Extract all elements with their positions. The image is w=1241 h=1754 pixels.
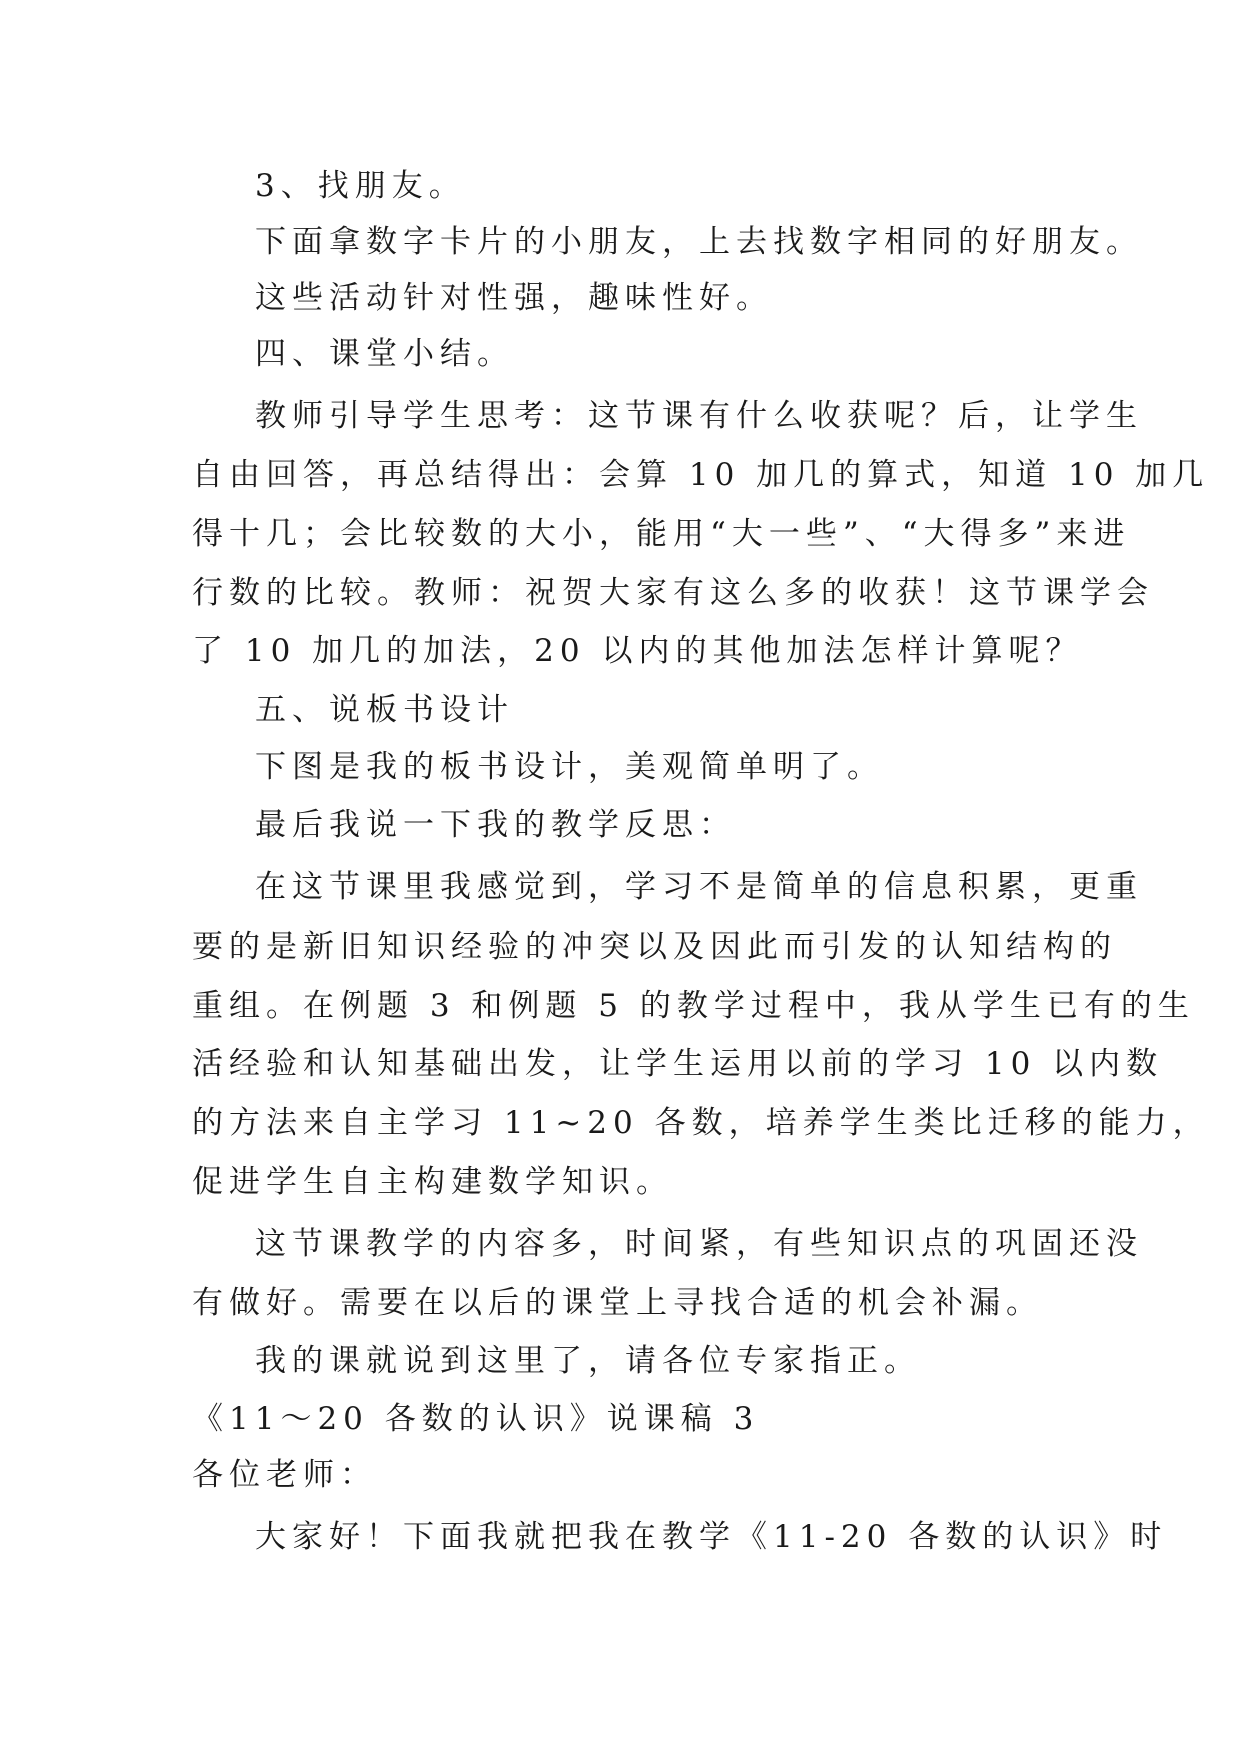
paragraph-line: 大家好！下面我就把我在教学《11-20 各数的认识》时	[255, 1519, 1168, 1555]
paragraph-line: 有做好。需要在以后的课堂上寻找合适的机会补漏。	[192, 1285, 1043, 1321]
paragraph-line: 要的是新旧知识经验的冲突以及因此而引发的认知结构的	[192, 929, 1117, 965]
paragraph-line: 这些活动针对性强，趣味性好。	[255, 280, 773, 316]
paragraph-line: 下图是我的板书设计，美观简单明了。	[255, 749, 884, 785]
paragraph-line: 行数的比较。教师：祝贺大家有这么多的收获！这节课学会	[192, 575, 1154, 611]
document-title: 《11～20 各数的认识》说课稿 3	[192, 1401, 760, 1437]
salutation: 各位老师：	[192, 1457, 377, 1493]
paragraph-line: 重组。在例题 3 和例题 5 的教学过程中，我从学生已有的生	[192, 988, 1195, 1024]
section-heading: 五、说板书设计	[255, 692, 514, 728]
paragraph-line: 促进学生自主构建数学知识。	[192, 1164, 673, 1200]
paragraph-line: 教师引导学生思考：这节课有什么收获呢？后，让学生	[255, 398, 1143, 434]
paragraph-line: 下面拿数字卡片的小朋友，上去找数字相同的好朋友。	[255, 224, 1143, 260]
paragraph-line: 得十几；会比较数的大小，能用“大一些”、“大得多”来进	[192, 516, 1131, 552]
paragraph-line: 我的课就说到这里了，请各位专家指正。	[255, 1343, 921, 1379]
paragraph-line: 的方法来自主学习 11~20 各数，培养学生类比迁移的能力，	[192, 1105, 1210, 1141]
paragraph-line: 了 10 加几的加法，20 以内的其他加法怎样计算呢？	[192, 633, 1083, 669]
paragraph-line: 最后我说一下我的教学反思：	[255, 807, 736, 843]
paragraph-line: 在这节课里我感觉到，学习不是简单的信息积累，更重	[255, 869, 1143, 905]
paragraph-line: 自由回答，再总结得出：会算 10 加几的算式，知道 10 加几	[192, 457, 1210, 493]
section-heading: 四、课堂小结。	[255, 336, 514, 372]
paragraph-line: 活经验和认知基础出发，让学生运用以前的学习 10 以内数	[192, 1046, 1164, 1082]
paragraph-line: 3、找朋友。	[255, 168, 466, 204]
paragraph-line: 这节课教学的内容多，时间紧，有些知识点的巩固还没	[255, 1226, 1143, 1262]
